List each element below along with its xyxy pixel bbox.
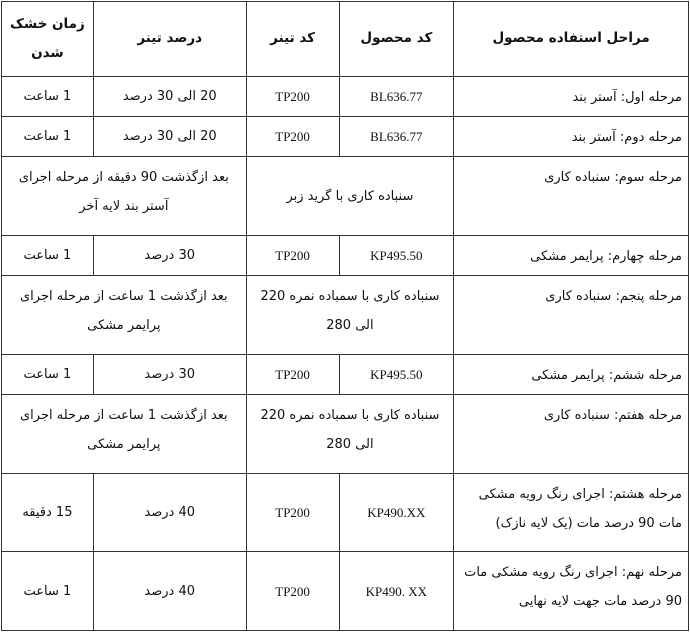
product-usage-table xyxy=(1,1,689,631)
timing-note-cell: بعد ازگذشت 1 ساعت از مرحله اجرای پرایمر مشکی xyxy=(2,395,247,474)
thinner-code-cell: TP200 xyxy=(246,473,339,552)
drying-time-cell: 1 ساعت xyxy=(2,116,94,156)
product-code-cell: KP490. XX xyxy=(339,552,454,631)
header-row xyxy=(2,2,689,77)
product-code-cell: BL636.77 xyxy=(339,116,454,156)
stage-cell: مرحله هفتم: سنباده کاری xyxy=(454,395,689,474)
stage-cell: مرحله پنجم: سنباده کاری xyxy=(454,276,689,355)
drying-time-cell: 1 ساعت xyxy=(2,235,94,275)
thinner-percent-cell: 20 الی 30 درصد xyxy=(93,76,246,116)
stage-cell: مرحله دوم: آستر بند xyxy=(454,116,689,156)
table-row xyxy=(2,552,689,631)
stage-cell: مرحله هشتم: اجرای رنگ رویه مشکی مات 90 درصد مات (یک لایه نازک) xyxy=(454,473,689,552)
table-row xyxy=(2,76,689,116)
product-code-cell: KP495.50 xyxy=(339,235,454,275)
process-note-cell: سنباده کاری با سمباده نمره 220 الی 280 xyxy=(246,276,454,355)
table-row xyxy=(2,395,689,474)
thinner-percent-cell: 20 الی 30 درصد xyxy=(93,116,246,156)
table-row xyxy=(2,354,689,394)
thinner-percent-cell: 30 درصد xyxy=(93,354,246,394)
stage-cell: مرحله ششم: پرایمر مشکی xyxy=(454,354,689,394)
thinner-code-cell: TP200 xyxy=(246,76,339,116)
timing-note-cell: بعد ازگذشت 1 ساعت از مرحله اجرای پرایمر مشکی xyxy=(2,276,247,355)
thinner-code-cell: TP200 xyxy=(246,235,339,275)
timing-note-cell: بعد ازگذشت 90 دقیقه از مرحله اجرای آستر بند لایه آخر xyxy=(2,157,247,236)
stage-cell: مرحله اول: آستر بند xyxy=(454,76,689,116)
header-thinner-code: کد تینر xyxy=(246,2,339,77)
process-note-cell: سنباده کاری با سمباده نمره 220 الی 280 xyxy=(246,395,454,474)
product-code-cell: KP490.XX xyxy=(339,473,454,552)
thinner-code-cell: TP200 xyxy=(246,116,339,156)
product-code-cell: BL636.77 xyxy=(339,76,454,116)
stage-cell: مرحله سوم: سنباده کاری xyxy=(454,157,689,236)
drying-time-cell: 1 ساعت xyxy=(2,76,94,116)
thinner-percent-cell: 40 درصد xyxy=(93,552,246,631)
drying-time-cell: 1 ساعت xyxy=(2,354,94,394)
stage-cell: مرحله نهم: اجرای رنگ رویه مشکی مات 90 درصد مات جهت لایه نهایی xyxy=(454,552,689,631)
thinner-percent-cell: 40 درصد xyxy=(93,473,246,552)
table-row xyxy=(2,473,689,552)
table-row xyxy=(2,276,689,355)
product-code-cell: KP495.50 xyxy=(339,354,454,394)
header-stage: مراحل استفاده محصول xyxy=(454,2,689,77)
header-drying-time: زمان خشک شدن xyxy=(2,2,94,77)
header-product-code: کد محصول xyxy=(339,2,454,77)
process-note-cell: سنباده کاری با گرید زبر xyxy=(246,157,454,236)
table-row xyxy=(2,235,689,275)
thinner-percent-cell: 30 درصد xyxy=(93,235,246,275)
drying-time-cell: 1 ساعت xyxy=(2,552,94,631)
thinner-code-cell: TP200 xyxy=(246,354,339,394)
thinner-code-cell: TP200 xyxy=(246,552,339,631)
table-row xyxy=(2,157,689,236)
header-thinner-percent: درصد تینر xyxy=(93,2,246,77)
stage-cell: مرحله چهارم: پرایمر مشکی xyxy=(454,235,689,275)
drying-time-cell: 15 دقیقه xyxy=(2,473,94,552)
table-row xyxy=(2,116,689,156)
